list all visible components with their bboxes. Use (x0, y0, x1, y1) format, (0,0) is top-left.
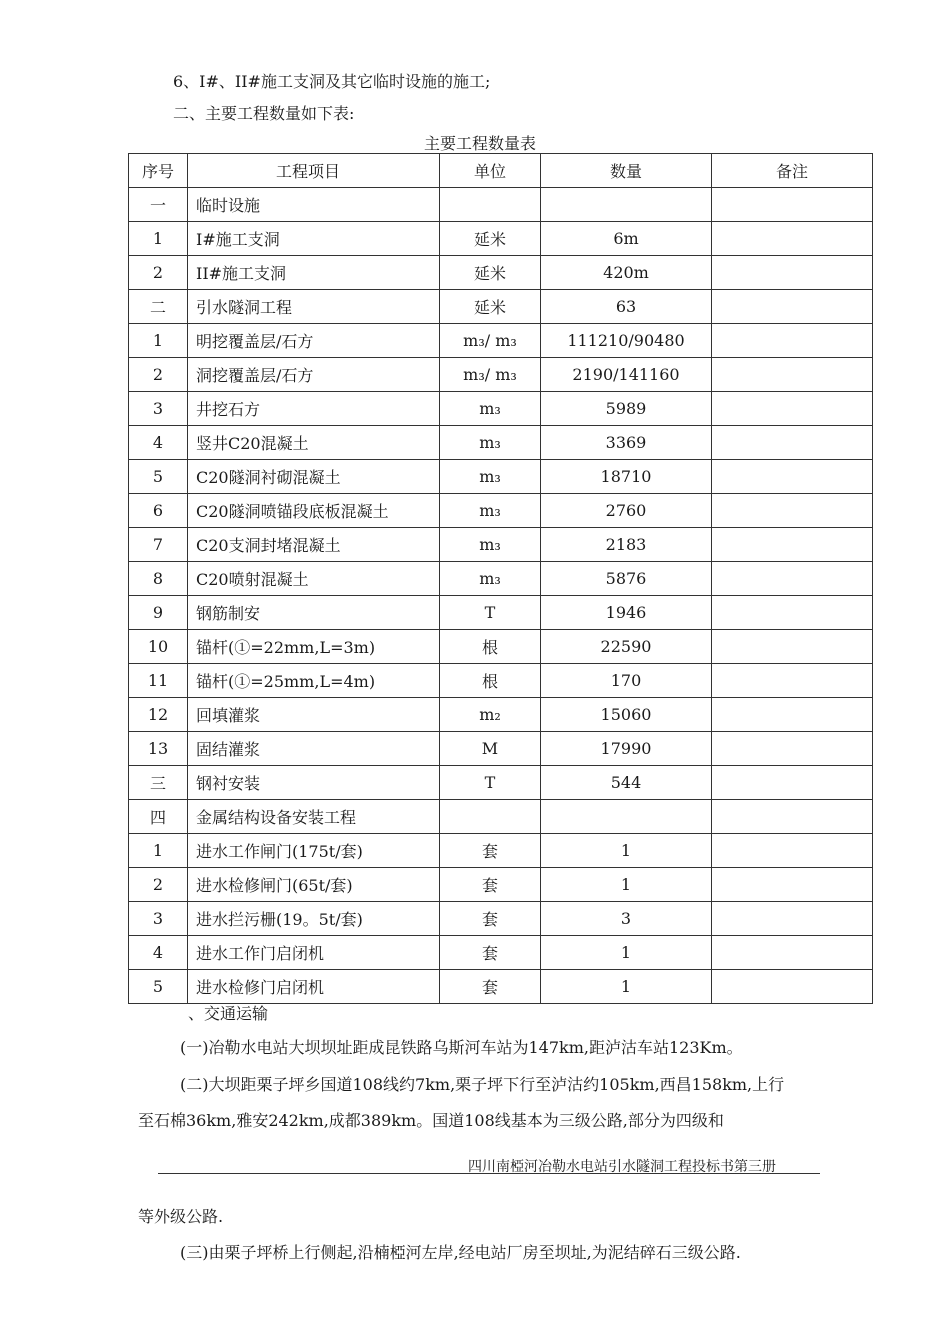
cell-remark (712, 936, 873, 970)
cell-unit: m₃ (440, 426, 541, 460)
cell-no: 13 (129, 732, 188, 766)
cell-unit (440, 800, 541, 834)
cell-quantity: 2190/141160 (541, 358, 712, 392)
cell-item: 井挖石方 (188, 392, 440, 426)
table-row (129, 698, 873, 732)
cell-remark (712, 698, 873, 732)
cell-no: 二 (129, 290, 188, 324)
cell-quantity: 3 (541, 902, 712, 936)
cell-item: 引水隧洞工程 (188, 290, 440, 324)
cell-remark (712, 222, 873, 256)
cell-remark (712, 970, 873, 1004)
cell-unit: 延米 (440, 290, 541, 324)
cell-item: II#施工支洞 (188, 256, 440, 290)
transport-paragraph-1: (一)冶勒水电站大坝坝址距成昆铁路乌斯河车站为147km,距泸沽车站123Km。 (180, 1038, 743, 1057)
cell-unit: 套 (440, 868, 541, 902)
cell-no: 5 (129, 460, 188, 494)
table-row (129, 970, 873, 1004)
header-no: 序号 (129, 154, 188, 188)
table-row (129, 426, 873, 460)
header-unit: 单位 (440, 154, 541, 188)
cell-remark (712, 630, 873, 664)
cell-quantity: 17990 (541, 732, 712, 766)
transport-paragraph-2-line-1: (二)大坝距栗子坪乡国道108线约7km,栗子坪下行至泸沽约105km,西昌158km,上行 (180, 1075, 785, 1094)
cell-remark (712, 494, 873, 528)
table-row (129, 290, 873, 324)
table-row (129, 358, 873, 392)
cell-item: 钢筋制安 (188, 596, 440, 630)
cell-unit: m₃ (440, 392, 541, 426)
cell-item: C20隧洞喷锚段底板混凝土 (188, 494, 440, 528)
cell-item: 临时设施 (188, 188, 440, 222)
cell-no: 8 (129, 562, 188, 596)
cell-no: 3 (129, 902, 188, 936)
cell-remark (712, 902, 873, 936)
quantity-table (128, 153, 873, 1004)
cell-remark (712, 868, 873, 902)
cell-remark (712, 732, 873, 766)
table-row (129, 324, 873, 358)
cell-remark (712, 834, 873, 868)
cell-remark (712, 358, 873, 392)
cell-unit: 套 (440, 970, 541, 1004)
list-item-6: 6、I#、II#施工支洞及其它临时设施的施工; (173, 72, 491, 91)
cell-quantity: 5989 (541, 392, 712, 426)
cell-remark (712, 460, 873, 494)
cell-remark (712, 188, 873, 222)
cell-quantity: 18710 (541, 460, 712, 494)
cell-no: 3 (129, 392, 188, 426)
cell-no: 四 (129, 800, 188, 834)
cell-quantity: 544 (541, 766, 712, 800)
table-row (129, 596, 873, 630)
footer-divider (158, 1173, 820, 1174)
cell-item: 明挖覆盖层/石方 (188, 324, 440, 358)
cell-quantity (541, 800, 712, 834)
cell-no: 12 (129, 698, 188, 732)
cell-item: 锚杆(①=22mm,L=3m) (188, 630, 440, 664)
cell-no: 9 (129, 596, 188, 630)
table-row (129, 460, 873, 494)
cell-unit: T (440, 596, 541, 630)
cell-no: 1 (129, 222, 188, 256)
table-row (129, 188, 873, 222)
cell-remark (712, 426, 873, 460)
cell-quantity: 6m (541, 222, 712, 256)
cell-no: 6 (129, 494, 188, 528)
cell-no: 一 (129, 188, 188, 222)
cell-unit: 延米 (440, 222, 541, 256)
cell-unit: 套 (440, 902, 541, 936)
cell-unit: T (440, 766, 541, 800)
cell-unit: 根 (440, 664, 541, 698)
table-row (129, 868, 873, 902)
table-row (129, 392, 873, 426)
cell-unit: m₃ (440, 494, 541, 528)
cell-item: I#施工支洞 (188, 222, 440, 256)
table-row (129, 562, 873, 596)
cell-remark (712, 664, 873, 698)
cell-unit: m₂ (440, 698, 541, 732)
cell-remark (712, 392, 873, 426)
cell-unit: m₃/ m₃ (440, 358, 541, 392)
cell-remark (712, 562, 873, 596)
cell-remark (712, 766, 873, 800)
cell-quantity: 2183 (541, 528, 712, 562)
table-row (129, 222, 873, 256)
cell-no: 1 (129, 324, 188, 358)
cell-item: C20支洞封堵混凝土 (188, 528, 440, 562)
cell-unit: m₃ (440, 460, 541, 494)
cell-item: 回填灌浆 (188, 698, 440, 732)
header-quantity: 数量 (541, 154, 712, 188)
cell-no: 11 (129, 664, 188, 698)
table-row (129, 528, 873, 562)
cell-item: 进水工作门启闭机 (188, 936, 440, 970)
cell-remark (712, 800, 873, 834)
table-row (129, 256, 873, 290)
cell-no: 2 (129, 868, 188, 902)
page-footer: 四川南椏河冶勒水电站引水隧洞工程投标书第三册 (468, 1159, 776, 1175)
cell-item: 钢衬安装 (188, 766, 440, 800)
transport-paragraph-3: (三)由栗子坪桥上行侧起,沿楠椏河左岸,经电站厂房至坝址,为泥结碎石三级公路. (180, 1243, 741, 1262)
cell-no: 2 (129, 358, 188, 392)
cell-item: 竖井C20混凝土 (188, 426, 440, 460)
cell-item: 进水检修门启闭机 (188, 970, 440, 1004)
table-row (129, 664, 873, 698)
cell-no: 7 (129, 528, 188, 562)
cell-no: 2 (129, 256, 188, 290)
cell-unit: M (440, 732, 541, 766)
cell-unit: 根 (440, 630, 541, 664)
cell-no: 1 (129, 834, 188, 868)
cell-item: 进水检修闸门(65t/套) (188, 868, 440, 902)
header-item: 工程项目 (188, 154, 440, 188)
table-row (129, 766, 873, 800)
cell-quantity: 63 (541, 290, 712, 324)
cell-quantity: 1946 (541, 596, 712, 630)
cell-item: C20喷射混凝土 (188, 562, 440, 596)
cell-quantity: 170 (541, 664, 712, 698)
transport-paragraph-2-line-3: 等外级公路. (138, 1207, 224, 1226)
header-remark: 备注 (712, 154, 873, 188)
table-row (129, 630, 873, 664)
cell-item: 进水工作闸门(175t/套) (188, 834, 440, 868)
transport-paragraph-2-line-2: 至石棉36km,雅安242km,成都389km。国道108线基本为三级公路,部分为四级和 (138, 1111, 724, 1130)
table-caption: 主要工程数量表 (424, 134, 537, 153)
cell-remark (712, 596, 873, 630)
cell-no: 4 (129, 936, 188, 970)
cell-remark (712, 256, 873, 290)
cell-unit: 套 (440, 936, 541, 970)
cell-no: 4 (129, 426, 188, 460)
table-row (129, 800, 873, 834)
table-row (129, 936, 873, 970)
cell-quantity: 420m (541, 256, 712, 290)
cell-remark (712, 290, 873, 324)
cell-quantity: 1 (541, 936, 712, 970)
cell-remark (712, 324, 873, 358)
cell-quantity: 3369 (541, 426, 712, 460)
cell-quantity: 22590 (541, 630, 712, 664)
cell-unit: m₃ (440, 562, 541, 596)
cell-item: 固结灌浆 (188, 732, 440, 766)
cell-quantity: 2760 (541, 494, 712, 528)
cell-quantity: 111210/90480 (541, 324, 712, 358)
cell-no: 5 (129, 970, 188, 1004)
cell-item: 进水拦污栅(19。5t/套) (188, 902, 440, 936)
cell-item: C20隧洞衬砌混凝土 (188, 460, 440, 494)
transport-heading: 、交通运输 (188, 1004, 269, 1023)
cell-quantity: 1 (541, 970, 712, 1004)
cell-unit: 套 (440, 834, 541, 868)
cell-quantity: 1 (541, 868, 712, 902)
cell-remark (712, 528, 873, 562)
table-row (129, 494, 873, 528)
table-row (129, 732, 873, 766)
cell-unit: 延米 (440, 256, 541, 290)
table-row (129, 834, 873, 868)
cell-no: 10 (129, 630, 188, 664)
cell-unit (440, 188, 541, 222)
cell-quantity: 1 (541, 834, 712, 868)
cell-item: 金属结构设备安装工程 (188, 800, 440, 834)
cell-no: 三 (129, 766, 188, 800)
cell-unit: m₃/ m₃ (440, 324, 541, 358)
cell-quantity (541, 188, 712, 222)
table-row (129, 902, 873, 936)
cell-quantity: 5876 (541, 562, 712, 596)
table-header-row (129, 154, 873, 188)
cell-unit: m₃ (440, 528, 541, 562)
cell-quantity: 15060 (541, 698, 712, 732)
cell-item: 锚杆(①=25mm,L=4m) (188, 664, 440, 698)
cell-item: 洞挖覆盖层/石方 (188, 358, 440, 392)
section-heading-quantities: 二、主要工程数量如下表: (173, 104, 355, 123)
